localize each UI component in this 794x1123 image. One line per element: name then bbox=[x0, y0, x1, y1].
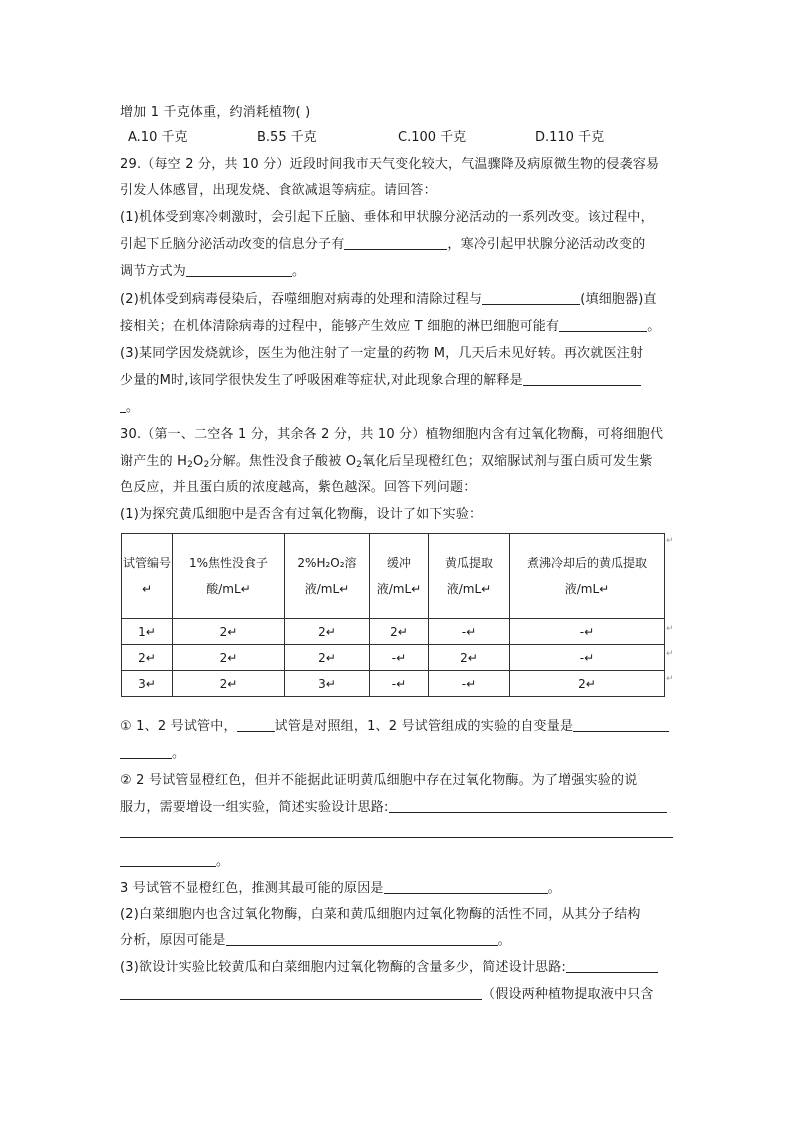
q30-text: (3)欲设计实验比较黄瓜和白菜细胞内过氧化物酶的含量多少，简述设计思路: bbox=[120, 960, 566, 975]
answer-blank[interactable] bbox=[120, 852, 216, 867]
q30-line-1: 30.（第一、二空各 1 分，其余各 2 分，共 10 分）植物细胞内含有过氧化物酶，可将细胞代 bbox=[120, 427, 664, 442]
table-cell: -↵ bbox=[429, 619, 510, 645]
header-h2o2: 2%H₂O₂溶液/mL↵ bbox=[285, 534, 370, 619]
table-cell: 2↵ bbox=[510, 671, 665, 697]
q29-line-8: (3)某同学因发烧就诊，医生为他注射了一定量的药物 M，几天后未见好转。再次就医注射 bbox=[120, 346, 644, 361]
q30-text: O bbox=[193, 454, 204, 469]
q30-sub2-cont bbox=[120, 798, 676, 818]
q30-text: （假设两种植物提取液中只含 bbox=[482, 987, 654, 1002]
header-buffer: 缓冲液/mL↵ bbox=[370, 534, 429, 619]
header-tube-no: 试管编号↵ bbox=[122, 534, 173, 619]
answer-blank[interactable] bbox=[237, 717, 275, 732]
subscript: 2 bbox=[203, 460, 210, 470]
table-row bbox=[122, 645, 665, 671]
q30-text: 3 号试管不显橙红色，推测其最可能的原因是 bbox=[120, 881, 384, 896]
table-cell: -↵ bbox=[510, 645, 665, 671]
q30-text: 。 bbox=[547, 881, 561, 896]
answer-blank[interactable] bbox=[573, 717, 669, 732]
option-b: B.55 千克 bbox=[257, 130, 317, 145]
q29-text: (2)机体受到病毒侵染后，吞噬细胞对病毒的处理和清除过程与 bbox=[120, 292, 483, 307]
q29-line-2: 引发人体感冒，出现发烧、食欲减退等病症。请回答： bbox=[120, 183, 437, 198]
experiment-table bbox=[121, 533, 665, 697]
table-cell: -↵ bbox=[370, 671, 429, 697]
table-cell: 3↵ bbox=[122, 671, 173, 697]
q30-sub1 bbox=[120, 717, 676, 737]
answer-blank[interactable] bbox=[482, 290, 580, 305]
answer-line[interactable] bbox=[120, 837, 673, 838]
table-cell: 2↵ bbox=[173, 619, 285, 645]
q29-text: ，寒冷引起甲状腺分泌活动改变的 bbox=[447, 237, 646, 252]
answer-blank[interactable] bbox=[523, 371, 641, 386]
q30-part3 bbox=[120, 958, 676, 978]
q30-line-3: 色反应，并且蛋白质的浓度越高，紫色越深。回答下列问题： bbox=[120, 480, 477, 495]
table-header-row bbox=[122, 534, 665, 619]
q30-line-4: (1)为探究黄瓜细胞中是否含有过氧化物酶，设计了如下实验： bbox=[120, 507, 483, 522]
q30-text: 氧化后呈现橙红色；双缩脲试剂与蛋白质可发生紫 bbox=[362, 454, 653, 469]
header-boiled-extract: 煮沸冷却后的黄瓜提取液/mL↵ bbox=[510, 534, 665, 619]
table-cell: -↵ bbox=[510, 619, 665, 645]
q29-line-9 bbox=[120, 371, 676, 391]
subscript: 2 bbox=[356, 460, 363, 470]
table-cell: 2↵ bbox=[285, 645, 370, 671]
option-a: A.10 千克 bbox=[128, 130, 188, 145]
option-d: D.110 千克 bbox=[535, 130, 605, 145]
q29-text: 调节方式为 bbox=[120, 264, 187, 279]
answer-blank[interactable] bbox=[120, 985, 482, 1000]
q29-text: 。 bbox=[126, 400, 140, 415]
subscript: 2 bbox=[187, 460, 194, 470]
q28-line: 增加 1 千克体重，约消耗植物( ) bbox=[120, 105, 311, 120]
q30-part2: (2)白菜细胞内也含过氧化物酶，白菜和黄瓜细胞内过氧化物酶的活性不同，从其分子结构 bbox=[120, 907, 641, 922]
table-cell: -↵ bbox=[429, 671, 510, 697]
q30-text: 分解。焦性没食子酸被 O bbox=[209, 454, 357, 469]
table-cell: 3↵ bbox=[285, 671, 370, 697]
q30-text: 服力，需要增设一组实验，简述实验设计思路: bbox=[120, 800, 389, 815]
q30-sub3 bbox=[120, 879, 676, 899]
q29-text: (填细胞器)直 bbox=[580, 292, 657, 307]
answer-blank[interactable] bbox=[566, 958, 658, 973]
q29-text: 少量的M时,该同学很快发生了呼吸困难等症状,对此现象合理的解释是 bbox=[120, 373, 523, 388]
table-row bbox=[122, 619, 665, 645]
q30-text: 谢产生的 H bbox=[120, 454, 188, 469]
header-cucumber-extract: 黄瓜提取液/mL↵ bbox=[429, 534, 510, 619]
q30-text: 。 bbox=[216, 854, 230, 869]
table-cell: 2↵ bbox=[173, 671, 285, 697]
table-cell: 2↵ bbox=[370, 619, 429, 645]
q30-line-2 bbox=[120, 452, 676, 475]
q29-line-3: (1)机体受到寒冷刺激时，会引起下丘脑、垂体和甲状腺分泌活动的一系列改变。该过程中， bbox=[120, 210, 654, 225]
row-end-mark: ↵ bbox=[666, 624, 674, 634]
q30-text: ① 1、2 号试管中， bbox=[120, 719, 237, 734]
q30-text: 。 bbox=[172, 746, 186, 761]
q29-line-5 bbox=[120, 262, 676, 282]
q30-text: 试管是对照组，1、2 号试管组成的实验的自变量是 bbox=[274, 719, 574, 734]
q29-line-1: 29.（每空 2 分，共 10 分）近段时间我市天气变化较大，气温骤降及病原微生物的侵袭容易 bbox=[120, 157, 660, 172]
option-c: C.100 千克 bbox=[398, 130, 467, 145]
q29-line-6 bbox=[120, 290, 676, 310]
q30-sub2: ② 2 号试管显橙红色，但并不能据此证明黄瓜细胞中存在过氧化物酶。为了增强实验的说 bbox=[120, 773, 638, 788]
q30-part3-cont bbox=[120, 985, 676, 1005]
row-end-mark: ↵ bbox=[666, 536, 674, 546]
answer-blank[interactable] bbox=[389, 798, 667, 813]
q30-sub2-end bbox=[120, 852, 676, 872]
answer-blank[interactable] bbox=[226, 931, 498, 946]
q30-sub1-cont bbox=[120, 744, 676, 764]
answer-blank[interactable] bbox=[384, 879, 548, 894]
row-end-mark: ↵ bbox=[666, 649, 674, 659]
q30-text: 。 bbox=[497, 933, 511, 948]
table-cell: 2↵ bbox=[429, 645, 510, 671]
row-end-mark: ↵ bbox=[666, 674, 674, 684]
q29-line-10 bbox=[120, 398, 676, 418]
answer-blank[interactable] bbox=[559, 317, 647, 332]
table-cell: 2↵ bbox=[122, 645, 173, 671]
header-pyrogallol: 1%焦性没食子酸/mL↵ bbox=[173, 534, 285, 619]
q29-line-7 bbox=[120, 317, 676, 337]
q29-text: 。 bbox=[292, 264, 306, 279]
table-cell: 2↵ bbox=[285, 619, 370, 645]
table-cell: -↵ bbox=[370, 645, 429, 671]
table-cell: 1↵ bbox=[122, 619, 173, 645]
answer-blank[interactable] bbox=[344, 235, 447, 250]
q29-text: 。 bbox=[647, 319, 661, 334]
q29-text: 接相关；在机体清除病毒的过程中，能够产生效应 T 细胞的淋巴细胞可能有 bbox=[120, 319, 560, 334]
q30-part2-cont bbox=[120, 931, 676, 951]
table-cell: 2↵ bbox=[173, 645, 285, 671]
answer-blank[interactable] bbox=[186, 262, 292, 277]
answer-blank[interactable] bbox=[120, 744, 172, 759]
q29-text: 引起下丘脑分泌活动改变的信息分子有 bbox=[120, 237, 345, 252]
table-row bbox=[122, 671, 665, 697]
q30-text: 分析，原因可能是 bbox=[120, 933, 226, 948]
q29-line-4 bbox=[120, 235, 676, 255]
